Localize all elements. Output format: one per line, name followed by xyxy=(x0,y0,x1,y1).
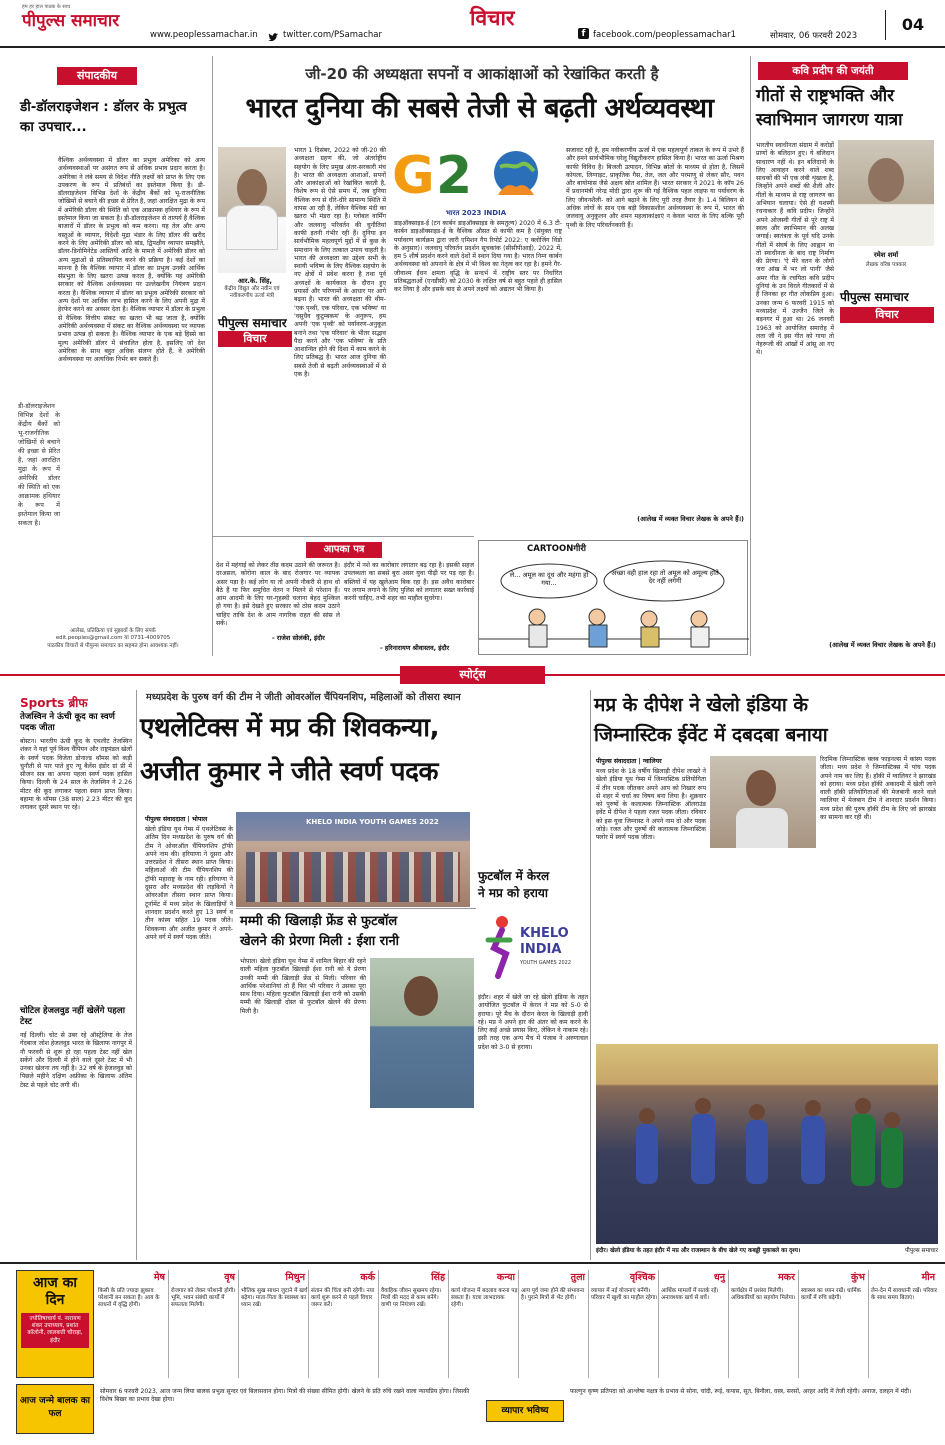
letter-1-sign: - राजेश सोलंकी, इंदौर xyxy=(268,633,325,642)
svg-text:G: G xyxy=(392,146,435,206)
horoscope-sign xyxy=(98,1270,168,1378)
brief2-title: चोटिल हेजलवुड नहीं खेलेंगे पहला टेस्ट xyxy=(20,1006,125,1027)
deepesh-byline-name: पीपुल्स संवाददाता xyxy=(596,758,637,765)
letters-title: आपका पत्र xyxy=(306,542,382,558)
kabaddi-credit: पीपुल्स समाचार xyxy=(905,1248,938,1254)
sign-text: स्वास्थ्य का ध्यान रखें। धार्मिक कार्यों में रुचि बढ़ेगी। xyxy=(801,1288,861,1302)
editorial-footer xyxy=(18,628,208,650)
editorial-side-quote: डी-डॉलराइजेशन विभिन्न देशों के केंद्रीय बैंकों को भू-राजनीतिक जोखिमों से बचाने की इच्छा से प्रेरित है, जहां आरक्षित मुद्रा के रूप में अमेरिकी डॉलर की स्थिति को एक आक्रामक हथियार के रूप में इस्तेमाल किया जा सकता है। xyxy=(18,402,60,527)
hockey-body: रिदमिक जिम्नास्टिक क्लब फाइनल्स में कांस्य पदक जीता। मध्य प्रदेश ने जिम्नास्टिक्स में पांच पदक अपने नाम कर लिए हैं। हॉकी में ग्वालियर ने झारखंड को हराया। मध्य प्रदेश हॉकी अकादमी में खेली जाने वाली हॉकी प्रतियोगिताओं की मेजबानी करने वाले ग्वालियर में मेजबान टीम ने शानदार प्रदर्शन किया। मध्य प्रदेश की पुरुष हॉकी टीम के लिए जो झारखंड का सामना कर रही थी। xyxy=(820,756,936,822)
deepesh-body: मध्य प्रदेश के 18 वर्षीय खिलाड़ी दीपेश लाखरे ने खेलो इंडिया यूथ गेम्स में जिम्नास्टिक प्रतियोगिता में तीन पदक जीतकर अपने आप को निखार रूप से शहर में चर्चा का विषय बना लिया है। शुक्रवार को पुरुषों के कलात्मक जिम्नास्टिक ऑलराउंड इवेंट में दीपेश ने पहला रजत पदक जीता। रविवार को इस युवा जिम्नास्ट ने अपने नाम दो और पदक जोड़े। रजत और पुरुषों की कलात्मक जिम्नास्टिक फ्लोर में स्वर्ण पदक जीता। xyxy=(596,768,706,842)
sign-name: मीन xyxy=(921,1272,935,1283)
brief1-body: बोस्टन। भारतीय ऊंची कूद के एथलीट तेजस्विन शंकर ने यहां पूर्व विश्व चैंपियन और राष्ट्रमंडल खेलों के स्वर्ण पदक विजेता डोनाल्ड थॉमस को कड़ी चुनौती से पार पाते हुए न्यू बैलेंस इंडोर ग्रां प्री में सीजन सत्र का अपना पहला स्वर्ण पदक हासिल किया। दिल्ली के 24 साल के तेजस्विन ने 2.26 मीटर की कूद लगाकर पहला स्थान प्राप्त किया। बहामा के थॉमस (38 साल) 2.23 मीटर की कूद लगाकर दूसरे स्थान पर रहे। xyxy=(20,738,132,812)
letter-2-sign: - हरिनारायण श्रीवास्तव, इंदौर xyxy=(380,644,450,652)
editorial-title: डी-डॉलराइजेशन : डॉलर के प्रभुत्व का उपचार... xyxy=(20,99,187,135)
poet-badge-logo: पीपुल्स समाचार xyxy=(840,290,909,304)
khelo-logo-text-1: KHELO xyxy=(520,926,569,941)
sign-name: वृश्चिक xyxy=(629,1272,655,1283)
horoscope-sign xyxy=(588,1270,658,1378)
poet-footer: (आलेख में व्यक्त विचार लेखक के अपने हैं।) xyxy=(829,641,936,649)
sign-name: सिंह xyxy=(431,1272,445,1283)
letter-1: देश में महंगाई को लेकर तीव्र कदम उठाने की जरूरत है। दरअसल, कोरोना काल के बाद रोजगार पर व्यापक असर पड़ा है। कई लोग या तो अपनी नौकरी से हाथ धो बैठे हैं या फिर समुचित वेतन न मिलने से परेशान हैं। आम आदमी के लिए घर-गृहस्थी चलाना बेहद मुश्किल हो गया है। इसे देखते हुए सरकार को ठोस कदम उठाने चाहिए ताकि देश के आम नागरिक राहत की सांस ले सकें। xyxy=(216,562,340,628)
editorial-footer-line1: आलेख, प्रतिक्रिया एवं सुझावों के लिए संपर्क xyxy=(70,628,156,634)
divider xyxy=(885,10,886,40)
rule xyxy=(212,536,474,537)
athletics-headline-1: एथलेटिक्स में मप्र की शिवकन्या, xyxy=(140,713,440,743)
cartoon-bubble-2: अच्छा वही हाल रहा तो अमूल को अमूल्य होते देर नहीं लगेगी xyxy=(611,569,719,585)
cartoon-bubble-1: ले... अमूल का दूध और महंगा हो गया... xyxy=(509,571,589,587)
sign-text: वैवाहिक जीवन सुखमय रहेगा। मित्रों की मदद से काम बनेंगे। वाणी पर नियंत्रण रखें। xyxy=(381,1288,442,1309)
poet-headline: गीतों से राष्ट्रभक्ति और स्वाभिमान जागरण यात्रा xyxy=(756,86,903,130)
kabaddi-caption: इंदौर। खेलो इंडिया के तहत इंदौर में मप्र और राजस्थान के बीच खेले गए कबड्डी मुकाबले का दृश्य। xyxy=(596,1248,801,1254)
svg-text:2: 2 xyxy=(436,146,473,206)
athletics-headline-2: अजीत कुमार ने जीते स्वर्ण पदक xyxy=(140,757,439,787)
g20-caption: भारत 2023 INDIA xyxy=(445,209,507,217)
isha-headline-2: खेलने की प्रेरणा मिली : ईशा रानी xyxy=(240,934,400,949)
deepesh-body-2 xyxy=(710,852,816,1038)
cartoon-title: CARTOONगीरी xyxy=(527,544,587,554)
deepesh-headline-2: जिम्नास्टिक ईवेंट में दबदबा बनाया xyxy=(594,724,828,746)
editorial-pull-quote xyxy=(20,157,44,402)
sports-band: स्पोर्ट्स xyxy=(400,666,545,684)
sign-name: मेष xyxy=(153,1272,165,1283)
horoscope-sign xyxy=(728,1270,798,1378)
sign-text: किसी के प्रति ज्यादा झुकाव परेशानी बन सकता है। आय के साधनों में वृद्धि होगी। xyxy=(98,1288,160,1309)
horoscope-sign xyxy=(448,1270,518,1378)
athletics-byline: पीपुल्स संवाददाता | भोपाल xyxy=(145,816,208,823)
lead-col1-bottom xyxy=(220,350,386,530)
sign-name: धनु xyxy=(713,1272,725,1283)
cartoon-drawing xyxy=(479,541,749,656)
deepesh-byline-place: ग्वालियर xyxy=(642,758,662,765)
biz-label: व्यापार भविष्य xyxy=(486,1400,564,1422)
sign-name: वृष xyxy=(224,1272,235,1283)
deepesh-headline xyxy=(594,690,939,750)
horoscope-title: आज का दिन xyxy=(33,1275,77,1308)
horoscope-grid xyxy=(98,1270,940,1378)
sign-name: कर्क xyxy=(360,1272,375,1283)
deepesh-byline: पीपुल्स संवाददाता | ग्वालियर xyxy=(596,758,662,765)
athletics-body: खेलो इंडिया यूथ गेम्स में एथलेटिक्स के अंतिम दिन मध्यप्रदेश के पुरुष वर्ग की टीम ने ओवरऑल चैंपियनशिप ट्रॉफी अपने नाम की। हरियाणा ने दूसरा और उत्तरप्रदेश ने तीसरा स्थान प्राप्त किया। महिलाओं की टीम चैंपियनशिप की ट्रॉफी महाराष्ट्र के नाम रही। हरियाणा ने दूसरा और मध्यप्रदेश की लड़कियों ने ओवरऑल तीसरा स्थान प्राप्त किया। टूर्नामेंट में मध्य प्रदेश के खिलाड़ियों ने शानदार प्रदर्शन करते हुए 13 स्वर्ण व तीन कांस्य सहित 19 पदक जीते। शिवकन्या और अजीत कुमार ने अपने-अपने वर्ग में स्वर्ण पदक जीते। xyxy=(145,826,233,941)
g20-logo xyxy=(392,143,560,215)
sign-name: तुला xyxy=(570,1272,585,1283)
rule xyxy=(236,908,476,909)
poet-author-photo xyxy=(838,140,934,246)
horoscope-box xyxy=(16,1270,94,1378)
athletics-byline-place: भोपाल xyxy=(191,816,208,823)
kabaddi-photo xyxy=(596,1044,938,1244)
sign-name: मकर xyxy=(778,1272,795,1283)
lead-col2: डाइऑक्साइड-ई (टन कार्बन डाइऑक्साइड के समतुल्य) 2020 में 6.3 टी-कार्बन डाइऑक्साइड-ई के वैश्विक औसत से काफी कम है (संयुक्त राष्ट्र पर्यावरण कार्यक्रम द्वारा जारी एमिशन गैप रिपोर्ट 2022: ए क्लोजिंग विंडो के अनुसार)। जलवायु परिवर्तन प्रदर्शन सूचकांक (सीसीपीआई), 2022 में, हम 5 शीर्ष प्रदर्शन करने वाले देशों में स्थान दिया गया है। भारत निम्न कार्बन अर्थव्यवस्था को अपनाने के क्षेत्र में भी विश्व का नेतृत्व कर रहा है। हमने गैर-जीवाश्म ईंधन क्षमता वृद्धि के सन्दर्भ में राष्ट्रीय स्तर पर निर्धारित प्रतिबद्धताओं (एनडीसी) को 2030 के लक्षित वर्ष से बहुत पहले ही हासिल कर लिया है और इसके बाद से अपने लक्ष्यों को अद्यतन भी किया है। xyxy=(394,220,562,294)
lead-footer: (आलेख में व्यक्त विचार लेखक के अपने हैं।) xyxy=(637,515,744,523)
horoscope-sign xyxy=(168,1270,238,1378)
lead-col1-top: भारत 1 दिसंबर, 2022 को जी-20 की अध्यक्षता ग्रहण की, जो अंतर्राष्ट्रीय सहयोग के लिए प्रमुख अंतर-सरकारी मंच है। भारत की अध्यक्षता आशाओं, सपनों और आकांक्षाओं को रेखांकित करती है, विशेष रूप से ऐसे समय में, जब दुनिया वैश्विक रूप से धीरे-धीरे सामान्य स्थिति में वापस आ रही है, लेकिन वैश्विक मंदी का खतरा भी मंडरा रहा है। ग्लोबल वार्मिंग और जलवायु परिवर्तन की चुनौतियां काफी इतनी गंभीर रही हैं। दुनिया इन सार्वभौमिक महत्वपूर्ण मुद्दों में से कुछ के समाधान के लिए तत्काल उपाय चाहती है। भारत की अध्यक्षता का उद्देश्य सभी के स्थायी भविष्य के लिए वैश्विक सहयोग के नए क्षेत्रों में प्रवेश करना है तथा पूर्व अध्यक्षों के कार्यकाल के दौरान हुए प्रयासों और परिणामों के आधार पर आगे बढ़ना है। भारत की अध्यक्षता की थीम- 'एक पृथ्वी, एक परिवार, एक भविष्य' या 'वसुधैव कुटुम्बकम' के अनुरूप, हम अपनी 'एक पृथ्वी' को पर्यावरण-अनुकूल बनाने तथा 'एक परिवार' के भीतर सद्भाव पैदा करने और 'एक भविष्य' के प्रति आशान्वित होने की दिशा में काम करने के लिए प्रतिबद्ध हैं। भारत आज दुनिया की सबसे तेजी से बढ़ती अर्थव्यवस्थाओं में से एक है। xyxy=(294,147,386,379)
page-number: 04 xyxy=(901,15,925,34)
poet-badge-section: विचार xyxy=(840,307,934,323)
lead-headline: भारत दुनिया की सबसे तेजी से बढ़ती अर्थव्यवस्था xyxy=(245,93,714,124)
rule xyxy=(0,1262,945,1264)
poet-author-role: लेखक वरिष्ठ पत्रकार xyxy=(865,262,907,268)
horoscope-sign xyxy=(518,1270,588,1378)
khelo-logo-text-2: INDIA xyxy=(520,942,562,957)
brief2-body: नई दिल्ली। चोट से उबर रहे ऑस्ट्रेलिया के तेज गेंदबाज जोश हेजलवुड भारत के खिलाफ नागपुर में नौ फरवरी से शुरू हो रहा पहला टेस्ट नहीं खेल सकेंगे और दिल्ली में होने वाले दूसरे टेस्ट में भी उनका खेलना तय नहीं है। 32 वर्ष के हेजलवुड को पिछले महीने दक्षिण अफ्रीका के खिलाफ अंतिम टेस्ट से पहले चोट लगी थी। xyxy=(20,1032,132,1089)
column-divider xyxy=(212,56,213,656)
editorial-body: वैश्विक अर्थव्यवस्था में डॉलर का प्रभुत्व अमेरिका को अन्य अर्थव्यवस्थाओं पर असंगत रूप से अधिक प्रभाव प्रदान करता है। अमेरिका ने लंबे समय से विदेश नीति लक्ष्यों को प्राप्त के लिए एक उपकरण के रूप में प्रतिबंधों का इस्तेमाल किया है। डी-डॉलराइजेशन विभिन्न देशों के केंद्रीय बैंकों को भू-राजनीतिक जोखिमों से बचाने की इच्छा से प्रेरित है, जहां आरक्षित मुद्रा के रूप में अमेरिकी डॉलर की स्थिति को एक आक्रामक हथियार के रूप में इस्तेमाल किया जा सकता है। डी-डॉलराइजेशन से तात्पर्य है वैश्विक बाजारों में डॉलर के प्रभुत्व को कम करना। यह तेल और अन्य वस्तुओं के व्यापार, विदेशी मुद्रा भंडार के लिए डॉलर की खरीद करने के लिए अमेरिकी डॉलर को बांड, द्विपक्षीय व्यापार समझौते, डॉलर-डिनोमिनेटेड आस्तियों आदि के मामले में अमेरिकी डॉलर को अन्य मुद्राओं से प्रतिस्थापित करने की प्रक्रिया है। कई देशों का मानना है कि वैश्विक व्यापार में डॉलर का प्रभुत्व उनकी आर्थिक संप्रभुता के लिए खतरा उत्पन्न करता है, क्योंकि यह अमेरिकी सरकार को वैश्विक अर्थव्यवस्था पर उल्लेखनीय नियंत्रण प्रदान करता है। वैश्विक व्यापार में डॉलर का प्रभुत्व अमेरिकी सरकार को अन्य देशों पर आर्थिक लाभ हासिल करने के लिए अपनी मुद्रा में हेरफेर करने का अवसर देता है। वैश्विक व्यापार में डॉलर के प्रभुत्व से वैश्विक वित्तीय संकट का खतरा भी बढ़ जाता है, क्योंकि अमेरिकी अर्थव्यवस्था में संकट का वैश्विक अर्थव्यवस्था पर व्यापक प्रभाव उत्पन्न हो सकता है। वैश्विक व्यापार के एक बड़े हिस्से का मूल्य अमेरिकी डॉलर में संचालित होता है, इसलिए जो देश अमेरिका के साथ बहुत अधिक संलग्न होते हैं, वे अमेरिकी अर्थव्यवस्था पर अत्यधिक निर्भर बन सकते हैं। xyxy=(58,157,205,364)
logo-tagline: हम हर हाल पाठक के साथ xyxy=(22,4,71,10)
lead-kicker: जी-20 की अध्यक्षता सपनों व आकांक्षाओं को रेखांकित करती है xyxy=(305,65,659,83)
issue-date: सोमवार, 06 फरवरी 2023 xyxy=(770,31,858,41)
khelo-india-logo xyxy=(480,910,590,990)
author-photo xyxy=(218,147,286,273)
author-name: आर.के. सिंह, xyxy=(238,277,272,285)
twitter-icon xyxy=(268,28,279,39)
letter-2: इंदौर में नशे का कारोबार लगातार बढ़ रहा है। इसकी सहज उपलब्धता का सबसे बुरा असर युवा पीढ़ी पर पड़ रहा है। बस्तियों में यह खुलेआम बिक रहा है। इस अवैध कारोबार पर लगाम लगाने के लिए पुलिस को लगातार सख्त कार्रवाई करनी चाहिए, तभी शहर का माहौल सुधरेगा। xyxy=(344,562,474,603)
sports-brief-logo: Sports ब्रीफ xyxy=(20,696,88,710)
editorial-footer-email[interactable]: edit.peoples@gmail.com या 0731-4009705 xyxy=(55,635,171,642)
isha-headline xyxy=(240,912,476,952)
khelo-logo-text-3: YOUTH GAMES 2022 xyxy=(520,960,572,966)
athletics-kicker: मध्यप्रदेश के पुरुष वर्ग की टीम ने जीती ओवरऑल चैंपियनशिप, महिलाओं को तीसरा स्थान xyxy=(146,692,461,703)
sign-text: कार्य योजना में बदलाव करना पड़ सकता है। यात्रा लाभदायक रहेगी। xyxy=(451,1288,518,1309)
horoscope-sign xyxy=(378,1270,448,1378)
brief1-title: तेजस्विन ने ऊंची कूद का स्वर्ण पदक जीता xyxy=(20,712,115,733)
isha-headline-1: मम्मी की खिलाड़ी फ्रेंड से फुटबॉल xyxy=(240,914,398,929)
born-label: आज जन्मे बालक का फल xyxy=(16,1384,94,1434)
badge-section: विचार xyxy=(218,331,292,347)
twitter-link[interactable]: twitter.com/PSamachar xyxy=(283,30,382,40)
kerala-body: इंदौर। शहर में खेले जा रहे खेलो इंडिया के तहत आयोजित फुटबॉल में केरल ने मप्र को 5-0 से हराया। पूरे मैच के दौरान केरल के खिलाड़ी हावी रहे। मप्र ने अपने हार की अंतर को कम करने के लिए कई अच्छे प्रयास किए, लेकिन वे नाकाम रहे। इसी तरह एक अन्य मैच में पंजाब ने अरुणाचल प्रदेश को 3-0 से हराया। xyxy=(478,994,588,1051)
poet-author-name: रमेश शर्मा xyxy=(873,251,899,259)
kerala-headline-1: फुटबॉल में केरल xyxy=(478,869,550,883)
newspaper-logo[interactable]: पीपुल्स समाचार xyxy=(22,11,120,31)
sign-text: आय पूर्व जमा होने की संभावना है। पुराने मित्रों से भेंट होगी। xyxy=(521,1288,585,1302)
horoscope-sign xyxy=(868,1270,938,1378)
column-divider xyxy=(750,56,751,656)
sign-text: कार्यक्षेत्र में प्रशंसा मिलेगी। अधिकारियों का सहयोग मिलेगा। xyxy=(731,1288,796,1302)
sign-name: मिथुन xyxy=(285,1272,305,1283)
masthead xyxy=(0,0,945,48)
sign-text: संतान की चिंता बनी रहेगी। नया कार्य शुरू करने से पहले विचार जरूर करें। xyxy=(311,1288,375,1309)
horoscope-sign xyxy=(308,1270,378,1378)
born-text: सोमवार 6 फरवरी 2023, आज जन्म लिया बालक प्रभुत्व सुन्दर एवं बिलासवान होगा। मित्रों की संख्या सीमित होगी। खेलने के प्रति रुचि रखने वाला न्यायप्रिय होगा। जिसकी विशेष बिखर का प्रभाव देखा होगा। xyxy=(100,1388,470,1404)
kerala-headline-2: ने मप्र को हराया xyxy=(478,886,548,900)
editorial-footer-disclaimer: पाठकीय विचारों से पीपुल्स समाचार का सहमत होना आवश्यक नहीं। xyxy=(47,642,179,649)
athletics-byline-name: पीपुल्स संवाददाता xyxy=(145,816,186,823)
badge-logo: पीपुल्स समाचार xyxy=(218,316,287,330)
lead-col3: सजावट रही है, हम नवीकरणीय ऊर्जा में एक महत्वपूर्ण ताकत के रूप में उभरे हैं और हमने सार्वभौमिक घरेलू विद्युतीकरण हासिल किया है। भारत का ऊर्जा मिश्रण काफी विविध है। बिजली उत्पादन, विभिन्न स्रोतों के माध्यम से होता है, जिसमें कोयला, लिग्नाइट, प्राकृतिक गैस, तेल, जल और परमाणु से लेकर सौर, पवन और बायोमास जैसे अक्षय स्रोत शामिल हैं। भारत सरकार ने 2021 के कॉप 26 में प्रधानमंत्री नरेन्द्र मोदी द्वारा शुरू की गई वैश्विक पहल लाइफ या पर्यावरण के लिए जीवनशैली- को आगे बढ़ाने के लिए पूरी तरह तैयार है। 1.4 बिलियन से अधिक लोगों के साथ एक बड़ी विकासशील अर्थव्यवस्था के रूप में, भारत की जलवायु अनुकूलन और शमन महत्वाकांक्षाएं न केवल भारत के लिए बल्कि पूरी पृथ्वी के लिए परिवर्तनकारी हैं। xyxy=(566,147,744,229)
sign-text: लेन-देन में सावधानी रखें। परिवार के साथ समय बिताएं। xyxy=(871,1288,937,1302)
sign-text: व्यापार में नई योजनाएं बनेंगी। परिवार में खुशी का माहौल रहेगा। xyxy=(591,1288,658,1302)
poet-body-top: भारतीय स्वाधीनता संग्राम में करोड़ों प्राणों के बलिदान हुए। ये बलिदान साधारण नहीं थे। इन बलिदानों के लिए आवाहन करने वाले शब्द साधकों की भी एक लंबी शृंखला है, जिन्होंने अपने शब्दों की शैली और गीतों के माध्यम से राष्ट्र जागरण का अभियान चलाया। ऐसे ही यशस्वी रचनाकार हैं कवि प्रदीप। जिन्होंने अपने ओजस्वी गीतों से पूरे राष्ट्र में स्वत्व और स्वाभिमान की अलख जगाई। स्वतंत्रता के पूर्व यदि उनके गीतों में संघर्ष के लिए आह्वान था तो स्वाधीनता के बाद राष्ट्र निर्माण की प्रेरणा। 'ऐ मेरे वतन के लोगों जरा आंख में भर लो पानी' जैसे अमर गीत के रचयिता कवि प्रदीप दुनियां के उन विरले गीतकारों में से हैं जिनका हर गीत लोकप्रिय हुआ। उनका जन्म 6 फरवरी 1915 को मध्यप्रदेश में उज्जैन जिले के बड़नगर में हुआ था। 26 जनवरी 1963 को आयोजित समारोह में लता जी ने इस गीत को गाया तो नेहरूजी की आंखों में आंसू आ गए थे। xyxy=(756,142,834,357)
website-link[interactable]: www.peoplessamachar.in xyxy=(150,30,258,40)
column-divider xyxy=(590,690,591,1260)
deepesh-photo xyxy=(710,756,816,848)
horoscope-sign xyxy=(798,1270,868,1378)
athletics-photo-banner: KHELO INDIA YOUTH GAMES 2022 xyxy=(306,818,439,826)
isha-body: भोपाल। खेलो इंडिया यूथ गेम्स में शामिल बिहार की रहने वाली महिला फुटबॉल खिलाड़ी ईशा रानी को ये प्रेरणा उनकी मम्मी की खिलाड़ी फ्रेंड से मिली। परिवार की आर्थिक परेशानियां तो हैं फिर भी परिवार ने उसका पूरा साथ दिया। महिला फुटबॉल खिलाड़ी ईशा रानी को उसकी मम्मी की खिलाड़ी दोस्त से फुटबॉल खेलने की प्रेरणा मिली है। xyxy=(240,958,366,1015)
athletics-team-photo xyxy=(236,812,470,907)
horoscope-sign xyxy=(658,1270,728,1378)
deepesh-headline-1: मप्र के दीपेश ने खेलो इंडिया के xyxy=(594,694,809,716)
isha-photo xyxy=(370,958,474,1108)
editorial-label: संपादकीय xyxy=(57,67,137,85)
sign-text: आर्थिक मामलों में सतर्क रहें। अनावश्यक खर्च से बचें। xyxy=(661,1288,719,1302)
biz-text: फाल्गुन कृष्ण प्रतिपदा को आश्लेषा नक्षत्र के प्रभाव से सोना, चांदी, रूई, कपास, सूत, बिनौला, वस्त्र, सरसों, अरहर आदि में तेजी रहेगी। अनाज, दलहन में मंदी। xyxy=(570,1388,912,1395)
cartoon-box xyxy=(478,540,748,655)
horoscope-sign xyxy=(238,1270,308,1378)
sign-text: रोजगार को लेकर परेशानी होगी। भूमि, भवन संबंधी कार्यों में सफलता मिलेगी। xyxy=(171,1288,236,1309)
section-title: विचार xyxy=(470,6,515,30)
sign-text: भौतिक सुख साधन जुटाने में खर्च बढ़ेगा। माता-पिता के स्वास्थ्य का ध्यान रखें। xyxy=(241,1288,308,1309)
poet-label: कवि प्रदीप की जयंती xyxy=(758,62,908,80)
sign-name: कन्या xyxy=(496,1272,515,1283)
kerala-headline xyxy=(478,868,586,902)
poet-body-bottom xyxy=(756,336,936,626)
facebook-link[interactable]: facebook.com/peoplessamachar1 xyxy=(593,30,737,40)
column-divider xyxy=(136,690,137,1260)
sign-name: कुंभ xyxy=(851,1272,865,1283)
author-role: केंद्रीय विद्युत और नवीन एवं नवीकरणीय ऊर्जा मंत्री xyxy=(224,286,280,299)
facebook-icon: f xyxy=(578,28,589,39)
horoscope-intro: ज्योतिषाचार्य पं. नारायण शंकर उपाध्याय, प्रशांत कॉलोनी, लालबत्ती चौराहा, इंदौर xyxy=(21,1313,89,1348)
